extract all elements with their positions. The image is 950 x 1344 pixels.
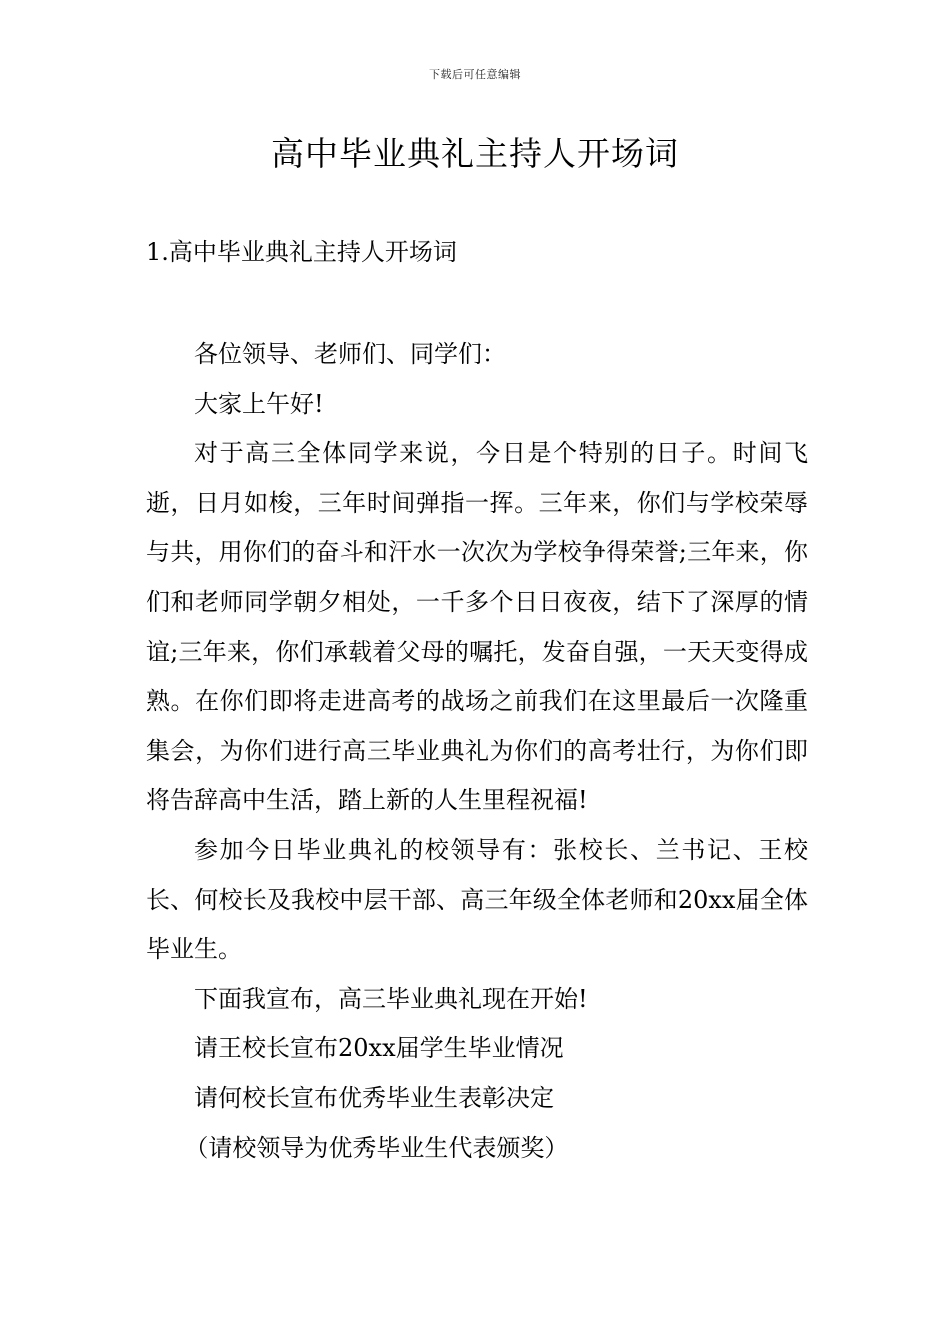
document-body: [146, 330, 808, 1173]
section-heading: 1.高中毕业典礼主持人开场词: [146, 238, 457, 266]
paragraph-commendation: 请何校长宣布优秀毕业生表彰决定: [194, 1083, 554, 1112]
paragraph-attendees: 参加今日毕业典礼的校领导有：张校长、兰书记、王校长、何校长及我校中层干部、高三年级全体老师和20xx届全体毕业生。: [146, 835, 808, 964]
document-title: 高中毕业典礼主持人开场词: [271, 134, 679, 173]
paragraph-award-note: （请校领导为优秀毕业生代表颁奖）: [184, 1133, 569, 1162]
paragraph-opening: 下面我宣布，高三毕业典礼现在开始!: [194, 984, 588, 1013]
paragraph-greeting: 大家上午好!: [194, 389, 324, 418]
paragraph-salutation: 各位领导、老师们、同学们：: [194, 340, 506, 368]
paragraph-graduation-report: 请王校长宣布20xx届学生毕业情况: [194, 1034, 564, 1063]
paragraph-introduction: 对于高三全体同学来说，今日是个特别的日子。时间飞逝，日月如梭，三年时间弹指一挥。三年来，你们与学校荣辱与共，用你们的奋斗和汗水一次次为学校争得荣誉;三年来，你们和老师同学朝夕相处，一千多个日日夜夜，结下了深厚的情谊;三年来，你们承载着父母的嘱托，发奋自强，一天天变得成熟。在你们即将走进高考的战场之前我们在这里最后一次隆重集会，为你们进行高三毕业典礼为你们的高考壮行，为你们即将告辞高中生活，踏上新的人生里程祝福!: [146, 439, 808, 815]
header-note: 下载后可任意编辑: [429, 68, 521, 81]
